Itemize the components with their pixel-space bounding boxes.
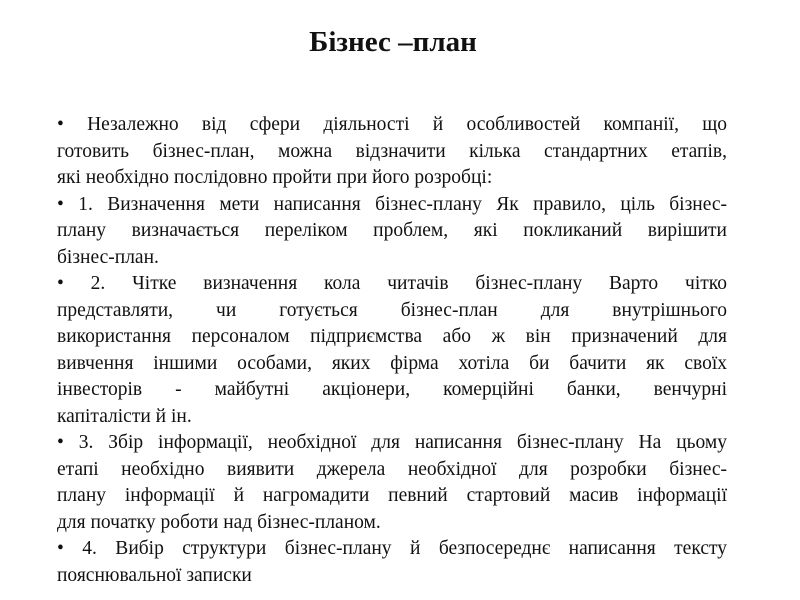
text-line: плану визначається переліком проблем, які покликаний вирішити bbox=[57, 220, 727, 241]
bullet-paragraph bbox=[57, 536, 727, 589]
text-line: • Незалежно від сфери діяльності й особливостей компанії, що bbox=[57, 114, 727, 135]
text-line: вивчення іншими особами, яких фірма хотіла би бачити як своїх bbox=[57, 352, 727, 374]
text-line: представляти, чи готується бізнес-план для внутрішнього bbox=[57, 299, 727, 321]
text-line: використання персоналом підприємства або ж він призначений для bbox=[57, 326, 727, 347]
bullet-paragraph bbox=[57, 112, 727, 192]
text-line: бізнес-план. bbox=[57, 246, 159, 268]
bullet-paragraph bbox=[57, 430, 727, 536]
text-line: • 2. Чітке визначення кола читачів бізнес-плану Варто чітко bbox=[57, 273, 727, 294]
slide-body bbox=[57, 112, 727, 589]
text-line: для початку роботи над бізнес-планом. bbox=[57, 511, 381, 533]
text-line: етапі необхідно виявити джерела необхідної для розробки бізнес- bbox=[57, 458, 727, 480]
slide-title: Бізнес –план bbox=[309, 26, 477, 58]
text-line: інвесторів - майбутні акціонери, комерційні банки, венчурні bbox=[57, 379, 727, 400]
text-line: пояснювальної записки bbox=[57, 564, 252, 586]
bullet-paragraph bbox=[57, 271, 727, 430]
text-line: • 1. Визначення мети написання бізнес-плану Як правило, ціль бізнес- bbox=[57, 193, 727, 215]
text-line: плану інформації й нагромадити певний стартовий масив інформації bbox=[57, 485, 727, 506]
text-line: • 4. Вибір структури бізнес-плану й безпосереднє написання тексту bbox=[57, 538, 727, 559]
bullet-paragraph bbox=[57, 192, 727, 272]
text-line: • 3. Збір інформації, необхідної для написання бізнес-плану На цьому bbox=[57, 432, 727, 453]
text-line: які необхідно послідовно пройти при його розробці: bbox=[57, 167, 493, 188]
text-line: готовить бізнес-план, можна відзначити кілька стандартних етапів, bbox=[57, 140, 727, 162]
text-line: капіталісти й ін. bbox=[57, 405, 192, 427]
